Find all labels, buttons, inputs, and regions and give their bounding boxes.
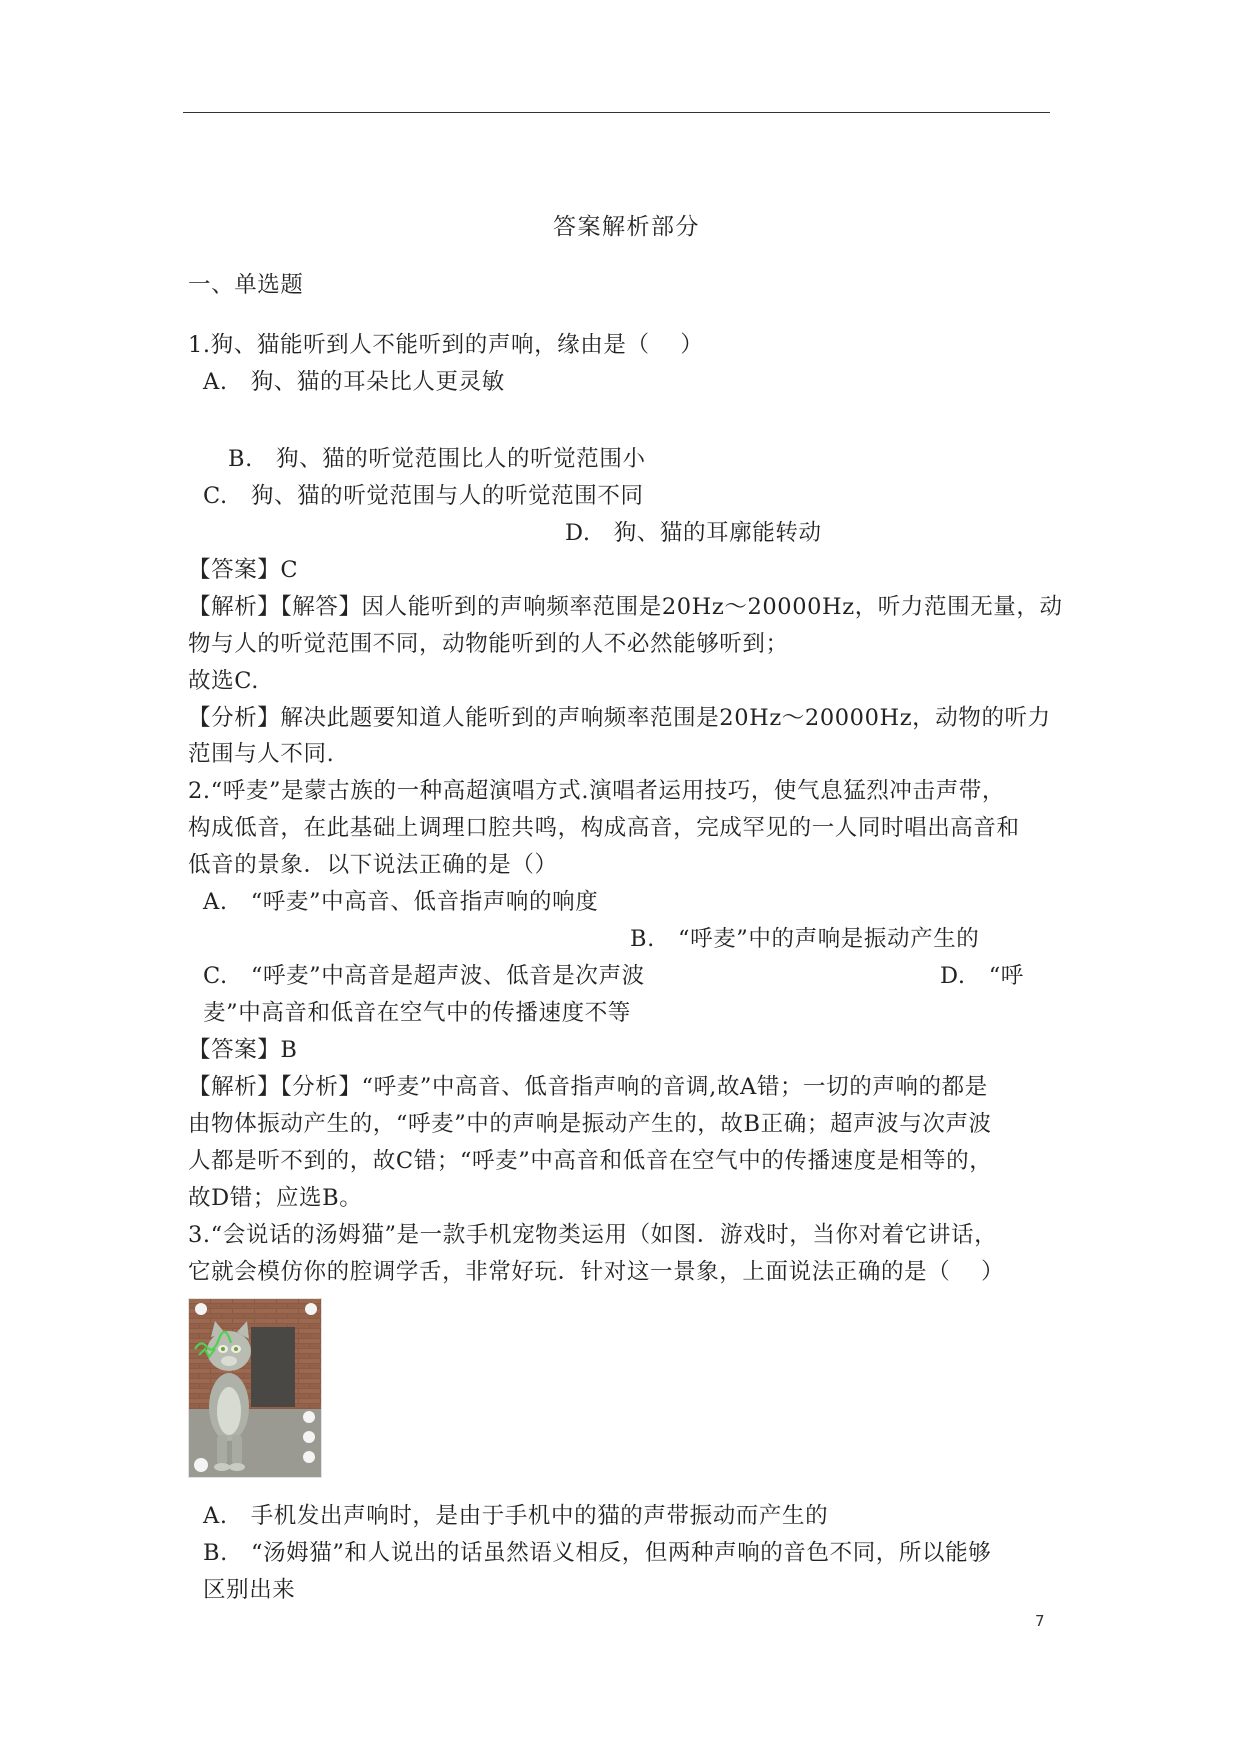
q3-option-a: A. 手机发出声响时，是由于手机中的猫的声带振动而产生的 [203, 1503, 829, 1529]
q3-option-b-line-2: 区别出来 [203, 1577, 296, 1603]
q2-stem-line-3: 低音的景象．以下说法正确的是（） [188, 852, 558, 878]
q1-option-b: B. 狗、猫的听觉范围比人的听觉范围小 [228, 446, 646, 472]
page-title: 答案解析部分 [553, 214, 700, 240]
q2-analysis-line-3: 人都是听不到的，故C错；“呼麦”中高音和低音在空气中的传播速度是相等的， [188, 1148, 993, 1174]
q3-option-b-line-1: B. “汤姆猫”和人说出的话虽然语义相反，但两种声响的音色不同，所以能够 [203, 1540, 992, 1566]
q2-option-c: C. “呼麦”中高音是超声波、低音是次声波 [203, 963, 645, 989]
talking-tom-cat-illustration [189, 1299, 321, 1477]
q2-stem-line-2: 构成低音，在此基础上调理口腔共鸣，构成高音，完成罕见的一人同时唱出高音和 [188, 815, 1020, 841]
header-rule [183, 112, 1050, 113]
q1-analysis-line-3: 故选C. [188, 668, 259, 694]
q2-analysis-line-1: 【解析】【分析】“呼麦”中高音、低音指声响的音调,故A错；一切的声响的都是 [188, 1074, 988, 1100]
talking-tom-cat-photo [188, 1298, 322, 1478]
page-number: 7 [1035, 1612, 1045, 1630]
q1-option-d: D. 狗、猫的耳廓能转动 [565, 520, 822, 546]
q1-commentary-line-2: 范围与人不同. [188, 741, 335, 767]
section-heading: 一、单选题 [188, 272, 304, 298]
q1-analysis-line-1: 【解析】【解答】因人能听到的声响频率范围是20Hz～20000Hz，听力范围无量，动 [188, 594, 1063, 620]
q2-option-b: B. “呼麦”中的声响是振动产生的 [630, 926, 980, 952]
q1-answer: 【答案】C [188, 557, 299, 583]
q2-stem-line-1: 2.“呼麦”是蒙古族的一种高超演唱方式.演唱者运用技巧，使气息猛烈冲击声带， [188, 778, 1005, 804]
q1-analysis-line-2: 物与人的听觉范围不同，动物能听到的人不必然能够听到； [188, 631, 789, 657]
q1-option-a: A. 狗、猫的耳朵比人更灵敏 [203, 369, 505, 395]
q2-analysis-line-4: 故D错；应选B。 [188, 1185, 363, 1211]
q1-option-c: C. 狗、猫的听觉范围与人的听觉范围不同 [203, 483, 644, 509]
q2-option-d-start: D. “呼 [940, 963, 1024, 989]
q3-stem-line-1: 3.“会说话的汤姆猫”是一款手机宠物类运用（如图．游戏时，当你对着它讲话， [188, 1222, 998, 1248]
q3-stem-line-2: 它就会模仿你的腔调学舌，非常好玩．针对这一景象，上面说法正确的是（ ） [188, 1259, 1005, 1285]
q1-stem: 1.狗、猫能听到人不能听到的声响，缘由是（ ） [188, 332, 704, 358]
q2-answer: 【答案】B [188, 1037, 298, 1063]
q2-option-a: A. “呼麦”中高音、低音指声响的响度 [203, 889, 599, 915]
q2-analysis-line-2: 由物体振动产生的，“呼麦”中的声响是振动产生的，故B正确；超声波与次声波 [188, 1111, 992, 1137]
q2-option-d-end: 麦”中高音和低音在空气中的传播速度不等 [203, 1000, 631, 1026]
q1-commentary-line-1: 【分析】解决此题要知道人能听到的声响频率范围是20Hz～20000Hz，动物的听力 [188, 705, 1051, 731]
